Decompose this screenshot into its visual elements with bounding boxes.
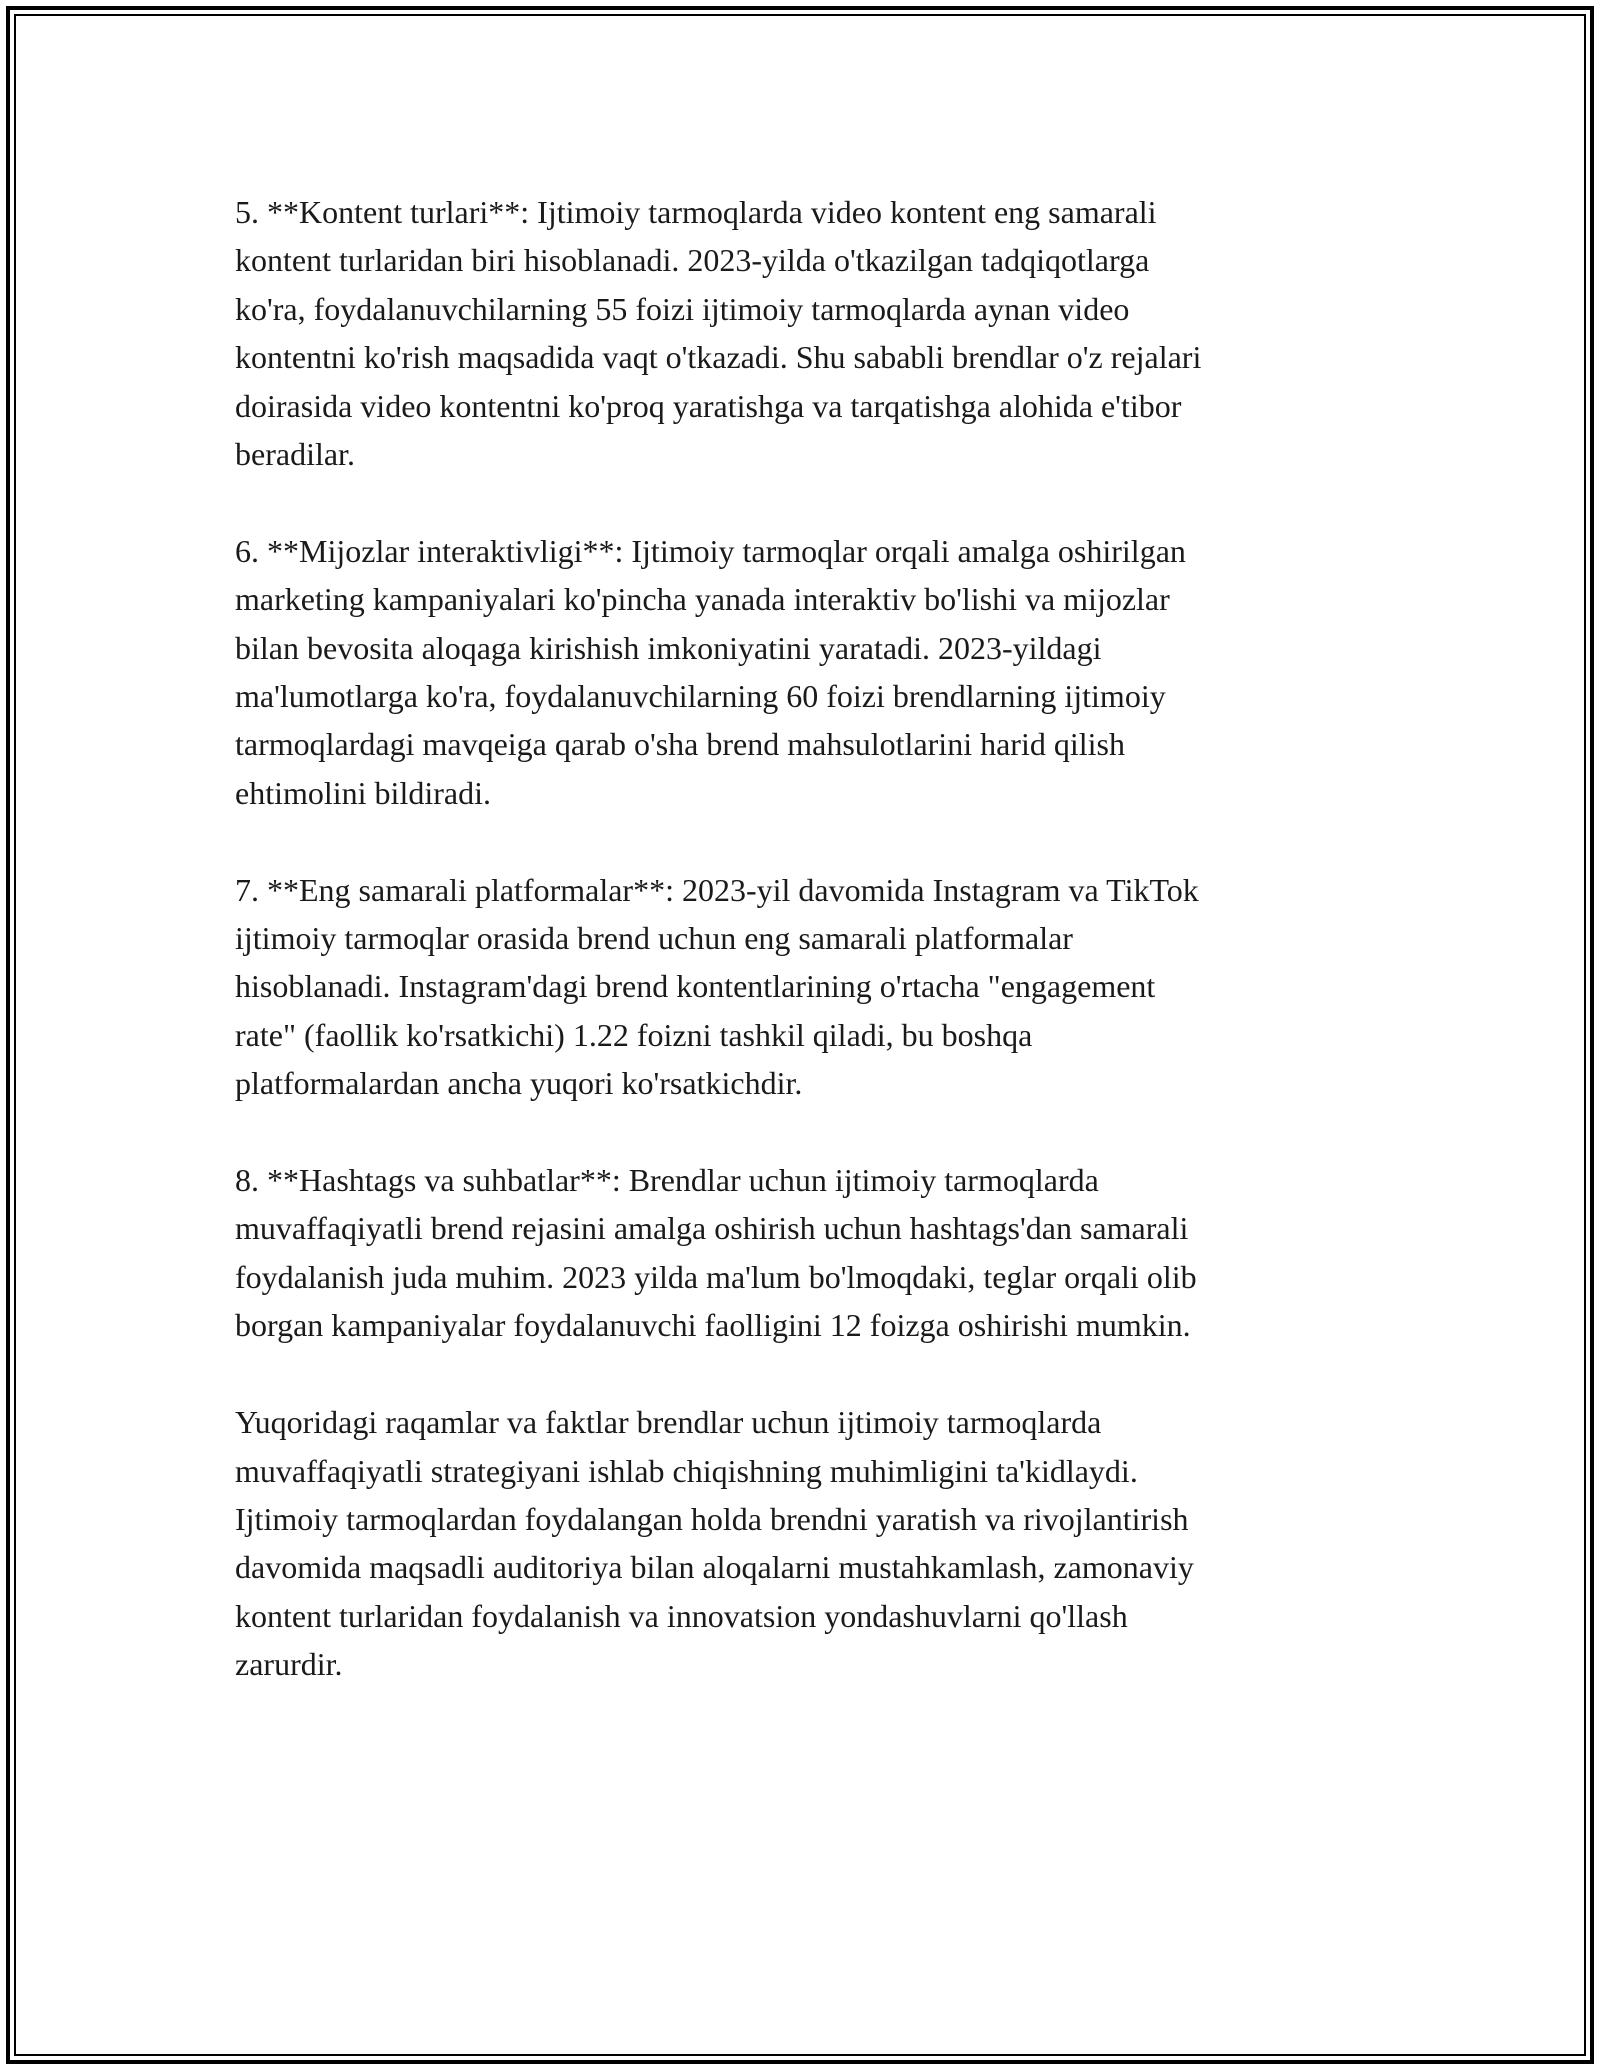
document-body <box>235 188 1375 1737</box>
paragraph-effective-platforms: 7. **Eng samarali platformalar**: 2023-yil davomida Instagram va TikTok ijtimoiy tarmoqlar orasida brend uchun eng samarali platformalar hisoblanadi. Instagram'dagi brend kontentlarining o'rtacha "engagement rate" (faollik ko'rsatkichi) 1.22 foizni tashkil qiladi, bu boshqa platformalardan ancha yuqori ko'rsatkichdir. <box>235 871 1199 1102</box>
paragraph-conclusion: Yuqoridagi raqamlar va faktlar brendlar uchun ijtimoiy tarmoqlarda muvaffaqiyatli strategiyani ishlab chiqishning muhimligini ta'kidlaydi. Ijtimoiy tarmoqlardan foydalangan holda brendni yaratish va rivojlantirish davomida maqsadli auditoriya bilan aloqalarni mustahkamlash, zamonaviy kontent turlaridan foydalanish va innovatsion yondashuvlarni qo'llash zarurdir. <box>235 1404 1194 1683</box>
paragraph-content-types: 5. **Kontent turlari**: Ijtimoiy tarmoqlarda video kontent eng samarali kontent turlaridan biri hisoblanadi. 2023-yilda o'tkazilgan tadqiqotlarga ko'ra, foydalanuvchilarning 55 foizi ijtimoiy tarmoqlarda aynan video kontentni ko'rish maqsadida vaqt o'tkazadi. Shu sababli brendlar o'z rejalari doirasida video kontentni ko'proq yaratishga va tarqatishga alohida e'tibor beradilar. <box>235 194 1202 473</box>
paragraph-hashtags: 8. **Hashtags va suhbatlar**: Brendlar uchun ijtimoiy tarmoqlarda muvaffaqiyatli brend rejasini amalga oshirish uchun hashtags'dan samarali foydalanish juda muhim. 2023 yilda ma'lum bo'lmoqdaki, teglar orqali olib borgan kampaniyalar foydalanuvchi faolligini 12 foizga oshirishi mumkin. <box>235 1162 1197 1344</box>
paragraph-customer-interactivity: 6. **Mijozlar interaktivligi**: Ijtimoiy tarmoqlar orqali amalga oshirilgan marketing kampaniyalari ko'pincha yanada interaktiv bo'lishi va mijozlar bilan bevosita aloqaga kirishish imkoniyatini yaratadi. 2023-yildagi ma'lumotlarga ko'ra, foydalanuvchilarning 60 foizi brendlarning ijtimoiy tarmoqlardagi mavqeiga qarab o'sha brend mahsulotlarini harid qilish ehtimolini bildiradi. <box>235 532 1186 811</box>
